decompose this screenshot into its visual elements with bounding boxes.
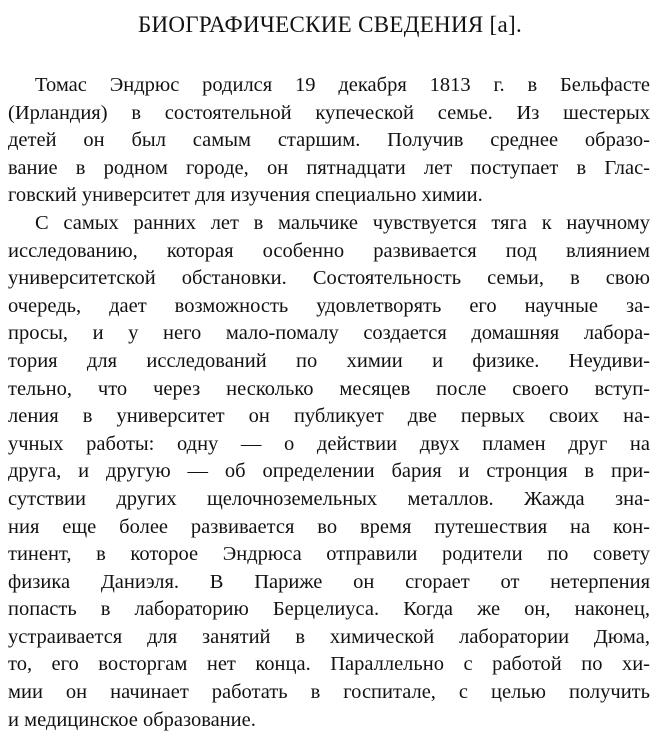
section-heading: БИОГРАФИЧЕСКИЕ СВЕДЕНИЯ [a]. [137,12,523,37]
text-line: Томас Эндрюс родился 19 декабря 1813 г. в Бельфасте [35,74,650,96]
text-line: устраивается для занятий в химической лаборатории Дюма, [8,625,650,648]
text-line: университетской обстановки. Состоятельность семьи, в свою [8,267,650,290]
text-line: говский университет для изучения специально химии. [8,184,483,207]
text-line: просы, и у него мало-помалу создается домашняя лабора- [8,322,650,345]
text-line: учных работы: одну — о действии двух пламен друг на [8,432,650,455]
text-line: очередь, дает возможность удовлетворять его научные за- [8,294,650,317]
text-line: попасть в лабораторию Берцелиуса. Когда же он, наконец, [8,598,650,621]
text-line: тельно, что через несколько месяцев после своего вступ- [8,377,650,400]
text-line: С самых ранних лет в мальчике чувствуется тяга к научному [35,211,650,234]
text-line: ния еще более развивается во время путешествия на кон- [8,515,650,538]
text-line: то, его восторгам нет конца. Параллельно с работой по хи- [8,653,650,676]
text-line: тория для исследований по химии и физике. Неудиви- [8,349,650,372]
text-line: (Ирландия) в состоятельной купеческой семье. Из шестерых [8,101,650,124]
text-line: исследованию, которая особенно развивается под влиянием [8,239,650,262]
text-line: ления в университет он публикует две первых своих на- [8,405,650,428]
text-line: и медицинское образование. [8,708,256,731]
text-line: сутствии других щелочноземельных металлов. Жажда зна- [8,487,650,510]
text-line: тинент, в которое Эндрюса отправили родители по совету [8,543,650,566]
paragraph-2 [8,210,650,734]
text-line: друга, и другую — об определении бария и стронция в при- [8,460,650,483]
text-line: вание в родном городе, он пятнадцати лет поступает в Глас- [8,156,650,179]
text-line: физика Даниэля. В Париже он сгорает от нетерпения [8,570,650,593]
text-line: детей он был самым старшим. Получив среднее образо- [8,129,650,152]
paragraph-1 [8,72,650,210]
text-line: мии он начинает работать в госпитале, с целью получить [8,681,650,704]
document-body [8,72,650,734]
